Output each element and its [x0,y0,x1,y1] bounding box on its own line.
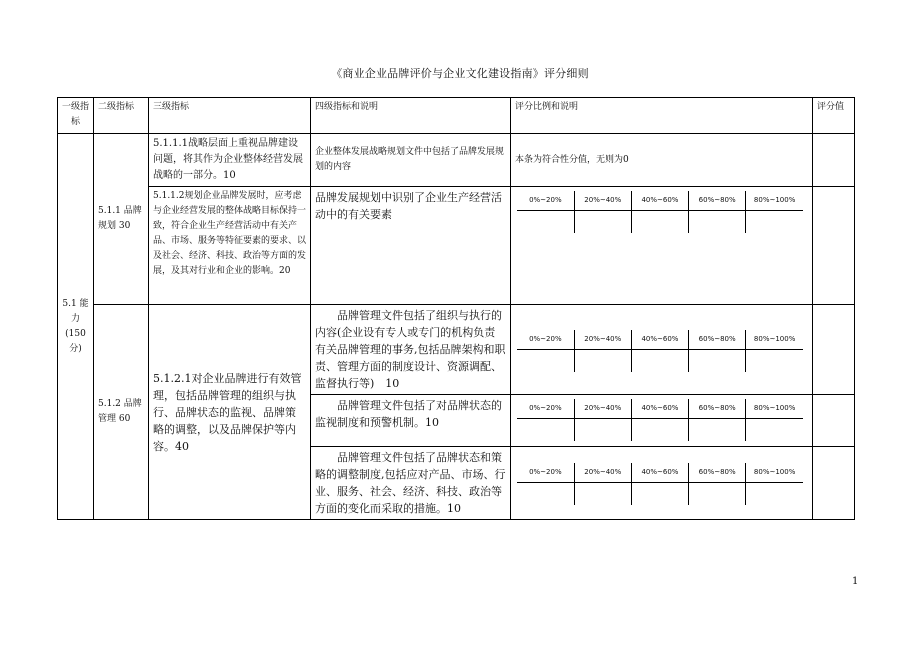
rating-scale-cell [511,187,813,305]
scale-60-80: 60%~80% [689,330,746,350]
scale-input[interactable] [631,419,688,442]
level1-cell: 5.1 能力(150分) [58,134,94,520]
score-cell[interactable] [813,447,855,520]
scale-80-100: 80%~100% [746,399,803,419]
scale-60-80: 60%~80% [689,463,746,483]
scale-input[interactable] [517,211,574,234]
scale-input[interactable] [574,349,631,372]
table-row [58,134,855,187]
scale-0-20: 0%~20% [517,191,574,211]
scale-input[interactable] [574,419,631,442]
scale-input[interactable] [517,419,574,442]
rating-scale [517,330,803,372]
header-level2: 二级指标 [94,98,149,134]
scale-20-40: 20%~40% [574,463,631,483]
scale-input[interactable] [517,349,574,372]
table-row [58,187,855,305]
scoring-table [57,97,855,520]
level3-cell: 5.1.1.1战略层面上重视品牌建设问题，将其作为企业整体经营发展战略的一部分。10 [149,134,311,187]
scale-input[interactable] [746,349,803,372]
scale-input[interactable] [689,419,746,442]
scale-60-80: 60%~80% [689,191,746,211]
level4-cell: 企业整体发展战略规划文件中包括了品牌发展规划的内容 [311,134,511,187]
scale-input[interactable] [574,483,631,506]
level3-cell: 5.1.1.2规划企业品牌发展时，应考虑与企业经营发展的整体战略目标保持一致，符合企业生产经营活动中有关产品、市场、服务等特征要素的要求、以及社会、经济、科技、政治等方面的发展，及其对行业和企业的影响。20 [149,187,311,305]
level4-cell: 品牌管理文件包括了品牌状态和策略的调整制度,包括应对产品、市场、行业、服务、社会、经济、科技、政治等方面的变化而采取的措施。10 [311,447,511,520]
score-cell[interactable] [813,134,855,187]
header-score: 评分值 [813,98,855,134]
scale-input[interactable] [574,211,631,234]
rating-scale [517,463,803,505]
scale-input[interactable] [631,483,688,506]
scale-input[interactable] [746,419,803,442]
rating-text: 本条为符合性分值，无则为0 [511,134,813,187]
rating-scale [517,191,803,233]
scale-40-60: 40%~60% [631,191,688,211]
document-title: 《商业企业品牌评价与企业文化建设指南》评分细则 [331,67,589,80]
scale-80-100: 80%~100% [746,330,803,350]
scale-input[interactable] [746,483,803,506]
scale-20-40: 20%~40% [574,330,631,350]
score-cell[interactable] [813,305,855,395]
scale-input[interactable] [689,211,746,234]
scale-20-40: 20%~40% [574,191,631,211]
scale-0-20: 0%~20% [517,463,574,483]
rating-scale [517,399,803,441]
scale-input[interactable] [689,349,746,372]
rating-scale-cell [511,305,813,395]
level4-cell: 品牌管理文件包括了对品牌状态的监视制度和预警机制。10 [311,395,511,447]
header-level4: 四级指标和说明 [311,98,511,134]
rating-scale-cell [511,447,813,520]
page-number: 1 [852,576,859,587]
scale-0-20: 0%~20% [517,399,574,419]
scale-40-60: 40%~60% [631,463,688,483]
scale-input[interactable] [631,349,688,372]
score-cell[interactable] [813,187,855,305]
level4-cell: 品牌发展规划中识别了企业生产经营活动中的有关要素 [311,187,511,305]
header-level1: 一级指标 [58,98,94,134]
scale-60-80: 60%~80% [689,399,746,419]
level3-cell: 5.1.2.1对企业品牌进行有效管理，包括品牌管理的组织与执行、品牌状态的监视、品牌策略的调整，以及品牌保护等内容。40 [149,305,311,520]
level2-cell: 5.1.2 品牌管理 60 [94,305,149,520]
scale-80-100: 80%~100% [746,191,803,211]
scale-20-40: 20%~40% [574,399,631,419]
rating-scale-cell [511,395,813,447]
level2-cell: 5.1.1 品牌规划 30 [94,134,149,305]
scale-input[interactable] [689,483,746,506]
header-row [58,98,855,134]
scale-0-20: 0%~20% [517,330,574,350]
table-row [58,305,855,395]
scale-input[interactable] [746,211,803,234]
header-level3: 三级指标 [149,98,311,134]
scale-input[interactable] [631,211,688,234]
scale-40-60: 40%~60% [631,399,688,419]
level4-cell: 品牌管理文件包括了组织与执行的内容(企业设有专人或专门的机构负责有关品牌管理的事务,包括品牌架构和职责、管理方面的制度设计、资源调配、监督执行等) 10 [311,305,511,395]
scale-80-100: 80%~100% [746,463,803,483]
scale-input[interactable] [517,483,574,506]
scale-40-60: 40%~60% [631,330,688,350]
header-rating: 评分比例和说明 [511,98,813,134]
score-cell[interactable] [813,395,855,447]
